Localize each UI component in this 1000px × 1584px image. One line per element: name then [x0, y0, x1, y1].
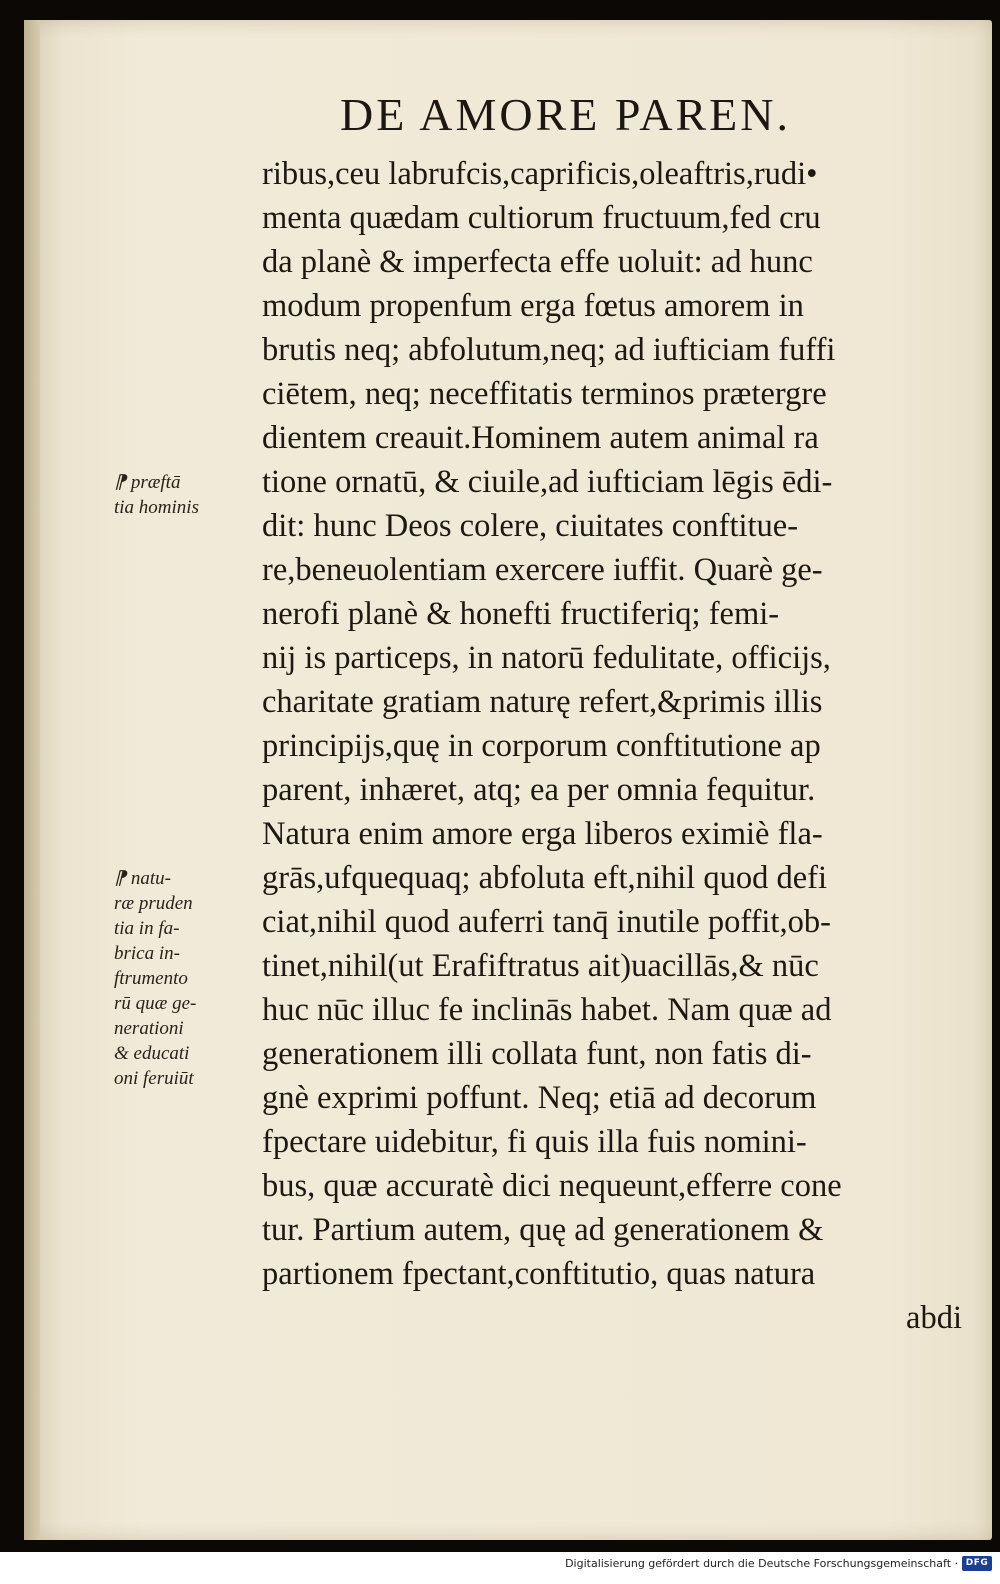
body-line: gnè exprimi poffunt. Neq; etiā ad decorum	[262, 1080, 817, 1116]
margin-note-line: & educati	[114, 1043, 190, 1064]
body-line: tur. Partium autem, quę ad generationem &	[262, 1212, 824, 1248]
body-line: nerofi planè & honefti fructiferiq; femi-	[262, 596, 780, 632]
margin-note-nature-prudence	[114, 866, 262, 1091]
body-line: dit: hunc Deos colere, ciuitates conftitue-	[262, 508, 799, 544]
running-head: DE AMORE PAREN.	[340, 89, 791, 140]
margin-note-line: rū quæ ge-	[114, 993, 197, 1014]
margin-note-line: nerationi	[114, 1018, 184, 1039]
body-line: menta quædam cultiorum fructuum,fed cru	[262, 200, 821, 236]
body-line: fpectare uidebitur, fi quis illa fuis nomini-	[262, 1124, 807, 1160]
body-line: nij is particeps, in natorū fedulitate, officijs,	[262, 640, 831, 676]
body-line: ciētem, neq; neceffitatis terminos prætergre	[262, 376, 827, 412]
body-line: bus, quæ accuratè dici nequeunt,efferre cone	[262, 1168, 842, 1204]
digitization-credit: Digitalisierung gefördert durch die Deutsche Forschungsgemeinschaft ·	[565, 1557, 958, 1570]
body-line: huc nūc illuc fe inclinās habet. Nam quæ ad	[262, 992, 832, 1028]
body-line: tione ornatū, & ciuile,ad iufticiam lēgis ēdi-	[262, 464, 833, 500]
body-line: tinet,nihil(ut Erafiftratus ait)uacillās,& nūc	[262, 948, 819, 984]
margin-note-line: ⁋ natu-	[114, 868, 171, 889]
body-line: grās,ufquequaq; abfoluta eft,nihil quod defi	[262, 860, 827, 896]
margin-note-line: brica in-	[114, 943, 180, 964]
body-line: modum propenfum erga fœtus amorem in	[262, 288, 804, 324]
body-line: generationem illi collata funt, non fatis di-	[262, 1036, 812, 1072]
page-gutter-edge	[24, 20, 40, 1540]
margin-note-line: tia hominis	[114, 497, 199, 518]
body-line: charitate gratiam naturę refert,&primis illis	[262, 684, 823, 720]
body-line: Natura enim amore erga liberos eximiè fla-	[262, 816, 823, 852]
margin-note-human-excellence	[114, 470, 262, 520]
margin-note-line: ræ pruden	[114, 893, 193, 914]
body-text	[262, 152, 972, 1340]
body-line: partionem fpectant,conftitutio, quas natura	[262, 1256, 816, 1292]
body-line: brutis neq; abfolutum,neq; ad iufticiam fuffi	[262, 332, 836, 368]
margin-note-line: ftrumento	[114, 968, 188, 989]
body-line: principijs,quę in corporum conftitutione ap	[262, 728, 821, 764]
margin-note-line: tia in fa-	[114, 918, 180, 939]
margin-note-line: oni feruiūt	[114, 1068, 194, 1089]
body-line: re,beneuolentiam exercere iuffit. Quarè ge-	[262, 552, 823, 588]
body-line: dientem creauit.Hominem autem animal ra	[262, 420, 819, 456]
body-line: ciat,nihil quod auferri tanq̄ inutile poffit,ob-	[262, 904, 831, 940]
body-line: da planè & imperfecta effe uoluit: ad hunc	[262, 244, 813, 280]
body-line: parent, inhæret, atq; ea per omnia fequitur.	[262, 772, 816, 808]
body-line: ribus,ceu labrufcis,caprificis,oleaftris,rudi•	[262, 156, 818, 192]
catchword: abdi	[906, 1300, 962, 1336]
margin-note-line: ⁋ præftā	[114, 472, 181, 493]
dfg-logo-icon: DFG	[962, 1556, 992, 1571]
